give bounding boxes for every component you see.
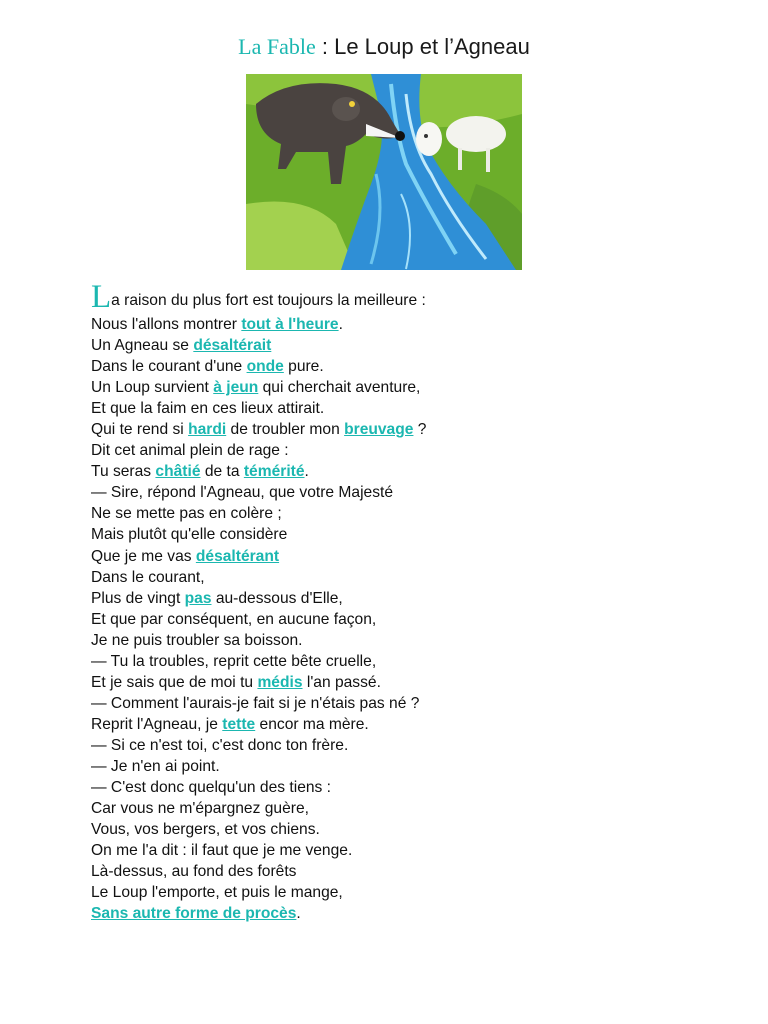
poem [91,279,731,924]
drop-cap: L [91,279,112,315]
poem-line [91,335,731,356]
poem-line [91,461,731,482]
poem-line [91,840,731,861]
verse-text: Vous, vos bergers, et vos chiens. [91,821,320,839]
poem-line [91,693,731,714]
verse-text: On me l'a dit : il faut que je me venge. [91,842,353,860]
poem-line [91,630,731,651]
poem-line [91,672,731,693]
poem-line [91,903,731,924]
lamb-eye [424,134,428,138]
poem-line [91,567,731,588]
poem-line [91,882,731,903]
poem-line [91,419,731,440]
verse-text: Et que par conséquent, en aucune façon, [91,610,377,628]
verse-text: de ta [200,463,244,481]
verse-text: ? [413,421,427,439]
glossary-link[interactable]: désaltérait [193,337,272,355]
verse-text: Nous l'allons montrer [91,316,242,333]
verse-text: Ne se mette pas en colère ; [91,505,282,523]
verse-text: a raison du plus fort est toujours la meilleure : [111,292,426,309]
verse-text: Qui te rend si [91,421,189,439]
verse-text: . [304,463,309,481]
lamb-leg-2 [486,148,490,172]
page-title [0,34,768,60]
verse-text: l'an passé. [302,673,381,691]
glossary-link[interactable]: tout à l'heure [241,316,339,333]
poem-line [91,503,731,524]
title-main: : Le Loup et l’Agneau [315,34,530,59]
title-prefix: La Fable [238,34,316,59]
glossary-link[interactable]: à jeun [213,379,259,397]
poem-line [91,861,731,882]
glossary-link[interactable]: breuvage [344,421,414,439]
verse-text: Dans le courant d'une [91,358,247,376]
verse-text: de troubler mon [226,421,345,439]
verse-text: — Tu la troubles, reprit cette bête cruelle, [91,652,377,670]
poem-line [91,440,731,461]
poem-line [91,588,731,609]
poem-line [91,756,731,777]
verse-text: . [296,905,301,923]
glossary-link[interactable]: Sans autre forme de procès [91,905,297,923]
verse-text: . [338,316,343,333]
poem-line [91,798,731,819]
poem-line [91,398,731,419]
verse-text: — Sire, répond l'Agneau, que votre Majesté [91,484,394,502]
verse-text: pure. [283,358,324,376]
verse-text: Que je me vas [91,547,196,565]
verse-text: Dit cet animal plein de rage : [91,442,289,460]
poem-line [91,524,731,545]
verse-text: Un Agneau se [91,337,194,355]
glossary-link[interactable]: tette [222,715,256,733]
wolf-and-lamb-illustration [246,74,522,270]
verse-text: encor ma mère. [255,715,369,733]
verse-text: — Je n'en ai point. [91,757,220,775]
poem-line [91,482,731,503]
glossary-link[interactable]: onde [246,358,284,376]
poem-line [91,609,731,630]
verse-text: Plus de vingt [91,589,185,607]
lamb-leg-1 [458,148,462,170]
verse-text: — C'est donc quelqu'un des tiens : [91,779,332,797]
verse-text: Et je sais que de moi tu [91,673,258,691]
verse-text: Un Loup survient [91,379,214,397]
glossary-link[interactable]: médis [257,673,303,691]
verse-text: Mais plutôt qu'elle considère [91,526,288,544]
glossary-link[interactable]: témérité [243,463,305,481]
illustration-svg [246,74,522,270]
poem-line [91,777,731,798]
poem-line [91,819,731,840]
wolf-head [332,97,360,121]
verse-text: — Comment l'aurais-je fait si je n'étais pas né ? [91,694,420,712]
verse-text: qui cherchait aventure, [258,379,421,397]
verse-text: Reprit l'Agneau, je [91,715,223,733]
poem-line [91,377,731,398]
verse-text: Car vous ne m'épargnez guère, [91,800,309,818]
poem-line [91,314,731,335]
verse-text: Je ne puis troubler sa boisson. [91,631,303,649]
verse-text: Dans le courant, [91,568,205,586]
glossary-link[interactable]: châtié [155,463,201,481]
verse-text: Tu seras [91,463,156,481]
verse-text: Là-dessus, au fond des forêts [91,863,297,881]
poem-line [91,546,731,567]
verse-text: — Si ce n'est toi, c'est donc ton frère. [91,736,349,754]
glossary-link[interactable]: hardi [188,421,227,439]
lamb-body [446,116,506,152]
poem-line [91,735,731,756]
verse-text: Le Loup l'emporte, et puis le mange, [91,884,343,902]
verse-text: au-dessous d'Elle, [211,589,343,607]
wolf-eye [349,101,355,107]
glossary-link[interactable]: désaltérant [195,547,280,565]
verse-text: Et que la faim en ces lieux attirait. [91,400,325,418]
lamb-head [416,122,442,156]
wolf-nose [395,131,405,141]
poem-line [91,651,731,672]
poem-line [91,356,731,377]
poem-line [91,279,731,315]
poem-line [91,714,731,735]
glossary-link[interactable]: pas [184,589,212,607]
